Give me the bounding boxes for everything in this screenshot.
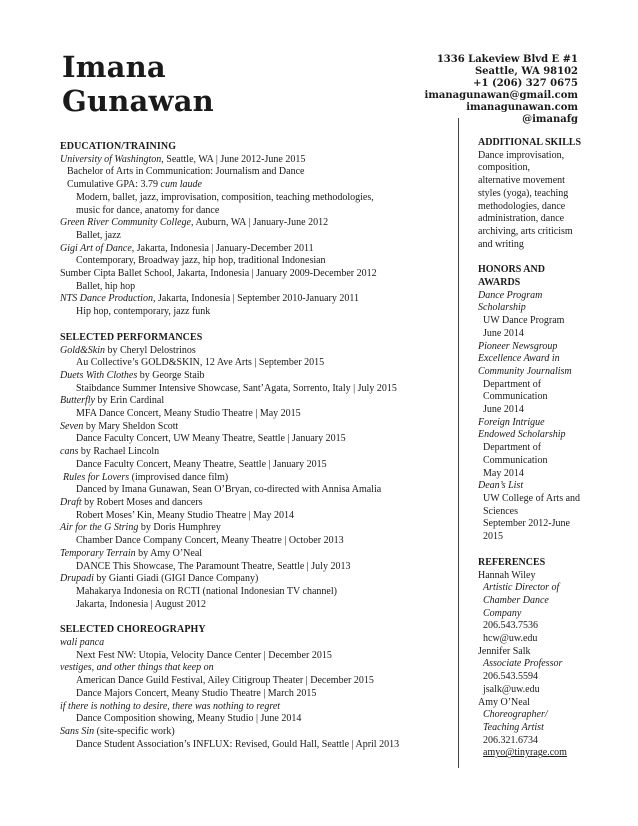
performance-detail: Dance Faculty Concert, UW Meany Theatre, Seattle | January 2015: [76, 433, 346, 445]
performance-detail: DANCE This Showcase, The Paramount Theatre, Seattle | July 2013: [76, 560, 351, 572]
work-credit: by George Staib: [137, 369, 205, 381]
candidate-name: [62, 50, 214, 118]
award-detail: UW Dance Program: [483, 315, 565, 327]
honors-heading: HONORS AND: [478, 264, 545, 276]
award-detail: June 2014: [483, 327, 524, 339]
reference-role-line: Company: [483, 607, 522, 619]
performance-item: [60, 497, 452, 510]
award-detail: Communication: [483, 454, 548, 466]
award-title: [478, 480, 588, 493]
education-entry-grcc: [60, 217, 452, 230]
choreography-item: [60, 637, 452, 650]
reference-role: [478, 722, 588, 735]
education-entry-uw: [60, 154, 452, 167]
reference-name: Hannah Wiley: [478, 569, 536, 581]
school-details: , Auburn, WA | January-June 2012: [191, 217, 329, 229]
award-title-line: Scholarship: [478, 302, 526, 314]
phone-number: +1 (206) 327 0675: [473, 78, 578, 89]
skills-line: composition,: [478, 162, 530, 174]
performance-detail: Jakarta, Indonesia | August 2012: [76, 598, 207, 610]
performance-detail: Robert Moses’ Kin, Meany Studio Theatre | May 2014: [76, 509, 294, 521]
work-credit: by Robert Moses and dancers: [81, 496, 203, 508]
award-title: [478, 353, 588, 366]
skills-line: Dance improvisation,: [478, 149, 565, 161]
performance-item: [60, 472, 452, 485]
performance-item: [60, 446, 452, 459]
work-credit: (improvised dance film): [129, 471, 229, 483]
skills-line: styles (yoga), teaching: [478, 187, 569, 199]
award-title: [478, 366, 588, 379]
award-detail: June 2014: [483, 404, 524, 416]
email-link[interactable]: imanagunawan@gmail.com: [424, 90, 578, 101]
coursework-line: Ballet, hip hop: [76, 280, 136, 292]
work-credit: by Mary Sheldon Scott: [83, 420, 179, 432]
award-title-line: Dance Program: [478, 289, 543, 301]
performance-detail: Dance Faculty Concert, Meany Theatre, Seattle | January 2015: [76, 458, 327, 470]
reference-role-line: Artistic Director of: [483, 582, 560, 594]
work-credit: by Amy O’Neal: [135, 547, 203, 559]
gpa-honor: cum laude: [160, 179, 202, 191]
main-column: [60, 141, 452, 751]
gpa-value: Cumulative GPA: 3.79: [67, 179, 161, 191]
choreography-item: [60, 662, 452, 675]
reference-role-line: Chamber Dance: [483, 594, 549, 606]
reference-name: Amy O’Neal: [478, 696, 530, 708]
skills-line: alternative movement: [478, 175, 565, 187]
skills-line: and writing: [478, 238, 524, 250]
choreography-item: [60, 726, 452, 739]
award-title-line: Endowed Scholarship: [478, 429, 566, 441]
award-title: [478, 429, 588, 442]
performance-item: [60, 421, 452, 434]
education-entry-gigi: [60, 243, 452, 256]
work-title: Seven: [60, 420, 84, 432]
reference-role: [478, 658, 588, 671]
choreography-detail: American Dance Guild Festival, Ailey Citigroup Theater | December 2015: [76, 675, 374, 687]
references-heading: REFERENCES: [478, 556, 546, 568]
award-detail: UW College of Arts and: [483, 492, 581, 504]
work-title: cans: [60, 446, 79, 458]
award-detail: Sciences: [483, 505, 518, 517]
school-details: , Jakarta, Indonesia | September 2010-January 2011: [152, 293, 359, 305]
column-divider: [458, 118, 459, 768]
coursework-line: Ballet, jazz: [76, 229, 121, 241]
reference-phone: 206.543.7536: [483, 620, 538, 632]
award-title-line: Dean’s List: [478, 480, 524, 492]
reference-role-line: Associate Professor: [483, 658, 563, 670]
award-title-line: Excellence Award in: [478, 353, 560, 365]
work-title: if there is nothing to desire, there was nothing to regret: [60, 700, 281, 712]
education-heading: EDUCATION/TRAINING: [60, 141, 177, 152]
school-name: NTS Dance Production: [60, 293, 153, 305]
coursework-line: music for dance, anatomy for dance: [76, 204, 220, 216]
school-details: , Seattle, WA | June 2012-June 2015: [161, 153, 306, 165]
work-title: Butterfly: [60, 395, 95, 407]
choreography-detail: Dance Composition showing, Meany Studio | June 2014: [76, 713, 302, 725]
choreography-heading: SELECTED CHOREOGRAPHY: [60, 624, 206, 636]
performance-item: [60, 548, 452, 561]
address-line-2: Seattle, WA 98102: [474, 66, 578, 77]
performance-item: [60, 522, 452, 535]
education-entry-sumber: Sumber Cipta Ballet School, Jakarta, Indonesia | January 2009-December 2012: [60, 268, 377, 280]
award-detail: May 2014: [483, 467, 524, 479]
award-title: [478, 341, 588, 354]
website-link[interactable]: imanagunawan.com: [466, 102, 578, 113]
award-detail: September 2012-June: [483, 518, 570, 530]
last-name: Gunawan: [62, 84, 214, 118]
work-note: (site-specific work): [94, 725, 175, 737]
reference-role-line: Teaching Artist: [483, 721, 544, 733]
award-detail: 2015: [483, 531, 503, 543]
performance-detail: Mahakarya Indonesia on RCTI (national Indonesian TV channel): [76, 585, 337, 597]
work-title: Air for the G String: [60, 522, 139, 534]
social-handle: @imanafg: [522, 114, 578, 125]
reference-role: [478, 595, 588, 608]
reference-email[interactable]: jsalk@uw.edu: [483, 683, 540, 695]
skills-line: administration, dance: [478, 213, 565, 225]
gpa-line: [60, 179, 452, 192]
address-line-1: 1336 Lakeview Blvd E #1: [436, 54, 578, 65]
work-credit: by Erin Cardinal: [95, 395, 165, 407]
performance-detail: Danced by Imana Gunawan, Sean O’Bryan, co-directed with Annisa Amalia: [76, 484, 382, 496]
coursework-line: Contemporary, Broadway jazz, hip hop, traditional Indonesian: [76, 255, 326, 267]
work-title: Draft: [60, 496, 82, 508]
reference-phone: 206.321.6734: [483, 734, 538, 746]
work-title: Duets With Clothes: [60, 369, 138, 381]
choreography-item: [60, 701, 452, 714]
work-credit: by Rachael Lincoln: [78, 446, 160, 458]
work-title: Rules for Lovers: [63, 471, 130, 483]
award-title-line: Foreign Intrigue: [478, 416, 545, 428]
contact-block: [318, 54, 578, 126]
coursework-line: Hip hop, contemporary, jazz funk: [76, 306, 211, 318]
reference-email[interactable]: hcw@uw.edu: [483, 633, 538, 645]
work-title: Drupadi: [60, 573, 94, 585]
degree-line: Bachelor of Arts in Communication: Journalism and Dance: [67, 166, 305, 178]
performances-heading: SELECTED PERFORMANCES: [60, 331, 203, 343]
school-name: University of Washington: [60, 153, 162, 165]
award-detail: Communication: [483, 391, 548, 403]
performance-detail: MFA Dance Concert, Meany Studio Theatre | May 2015: [76, 408, 301, 420]
school-name: Gigi Art of Dance: [60, 242, 132, 254]
school-details: , Jakarta, Indonesia | January-December 2011: [131, 242, 314, 254]
award-detail: Department of: [483, 378, 542, 390]
education-entry-nts: [60, 293, 452, 306]
award-title: [478, 417, 588, 430]
award-title: [478, 302, 588, 315]
performance-item: [60, 573, 452, 586]
award-detail: Department of: [483, 442, 542, 454]
work-credit: by Gianti Giadi (GIGI Dance Company): [93, 573, 259, 585]
work-credit: by Doris Humphrey: [138, 522, 221, 534]
work-title: Sans Sin: [60, 725, 95, 737]
work-title: Temporary Terrain: [60, 547, 136, 559]
performance-detail: Chamber Dance Company Concert, Meany Theatre | October 2013: [76, 535, 344, 547]
reference-role: [478, 608, 588, 621]
award-title-line: Community Journalism: [478, 365, 572, 377]
award-title: [478, 290, 588, 303]
skills-line: methodologies, dance: [478, 200, 566, 212]
performance-item: [60, 345, 452, 358]
work-title: wali panca: [60, 637, 105, 649]
performance-item: [60, 370, 452, 383]
reference-role: [478, 582, 588, 595]
work-title: vestiges, and other things that keep on: [60, 662, 214, 674]
work-title: Gold&Skin: [60, 344, 105, 356]
choreography-detail: Next Fest NW: Utopia, Velocity Dance Center | December 2015: [76, 649, 332, 661]
performance-item: [60, 395, 452, 408]
side-column: [478, 137, 588, 760]
reference-name: Jennifer Salk: [478, 645, 531, 657]
first-name: Imana: [62, 50, 166, 84]
skills-heading: ADDITIONAL SKILLS: [478, 137, 582, 148]
school-name: Green River Community College: [60, 217, 191, 229]
choreography-detail: Dance Majors Concert, Meany Studio Theatre | March 2015: [76, 687, 317, 699]
performance-detail: Staibdance Summer Intensive Showcase, Sant’Agata, Sorrento, Italy | July 2015: [76, 382, 397, 394]
honors-heading-line-2: AWARDS: [478, 277, 521, 289]
reference-phone: 206.543.5594: [483, 671, 538, 683]
skills-line: archiving, arts criticism: [478, 225, 573, 237]
choreography-detail: Dance Student Association’s INFLUX: Revised, Gould Hall, Seattle | April 2013: [76, 738, 400, 750]
work-credit: by Cheryl Delostrinos: [105, 344, 196, 356]
performance-detail: Au Collective’s GOLD&SKIN, 12 Ave Arts | September 2015: [76, 357, 325, 369]
reference-role-line: Choreographer/: [483, 709, 548, 721]
award-title-line: Pioneer Newsgroup: [478, 340, 558, 352]
reference-role: [478, 709, 588, 722]
reference-email-link[interactable]: amyo@tinyrage.com: [483, 747, 567, 759]
coursework-line: Modern, ballet, jazz, improvisation, composition, teaching methodologies,: [76, 191, 374, 203]
